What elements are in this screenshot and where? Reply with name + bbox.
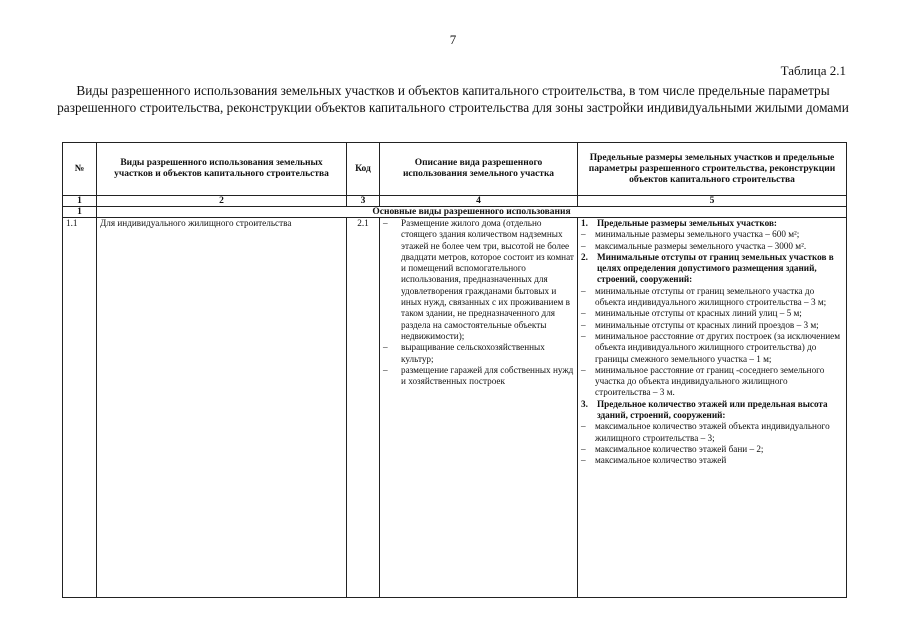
params-item: – максимальные размеры земельного участка – 3000 м². bbox=[581, 241, 843, 252]
params-item: – максимальное количество этажей объекта индивидуального жилищного строительства – 3; bbox=[581, 421, 843, 444]
table-row bbox=[63, 218, 847, 598]
column-number: 5 bbox=[578, 196, 847, 207]
header-row bbox=[63, 143, 847, 196]
header-usage-type: Виды разрешенного использования земельных участков и объектов капитального строительства bbox=[97, 143, 347, 196]
row-code: 2.1 bbox=[347, 218, 380, 598]
params-section-number: 3. bbox=[581, 398, 588, 409]
params-section-heading bbox=[581, 218, 843, 229]
params-item: – максимальное количество этажей bbox=[581, 455, 843, 466]
params-section-heading bbox=[581, 252, 843, 286]
params-item: – минимальное расстояние от границ -соседнего земельного участка до объекта индивидуального жилищного строительства – 3 м. bbox=[581, 365, 843, 399]
params-item: – минимальные отступы от границ земельного участка до объекта индивидуального жилищного строительства – 3 м; bbox=[581, 286, 843, 309]
params-section-title: Минимальные отступы от границ земельных участков в целях определения допустимого размещения зданий, строений, сооружений: bbox=[597, 251, 834, 285]
params-section-title: Предельное количество этажей или предельная высота зданий, строений, сооружений: bbox=[597, 398, 828, 421]
params-list bbox=[581, 421, 843, 466]
params-section-number: 2. bbox=[581, 251, 588, 262]
page-number: 7 bbox=[449, 32, 457, 47]
description-list bbox=[383, 218, 574, 387]
table-caption: Виды разрешенного использования земельных участков и объектов капитального строительства, в том числе предельные параметры разрешенного строительства, реконструкции объектов капитального строительства для зоны застройки индивидуальными жилыми домами bbox=[57, 83, 849, 115]
params-section-number: 1. bbox=[581, 218, 588, 228]
section-number: 1 bbox=[63, 207, 97, 218]
column-number-row bbox=[63, 196, 847, 207]
table-label: Таблица 2.1 bbox=[780, 63, 846, 78]
params-item: – минимальные отступы от красных линий улиц – 5 м; bbox=[581, 308, 843, 319]
row-number: 1.1 bbox=[63, 218, 97, 598]
section-title: Основные виды разрешенного использования bbox=[97, 207, 847, 218]
params-list bbox=[581, 286, 843, 399]
params-section-heading bbox=[581, 399, 843, 422]
header-code: Код bbox=[347, 143, 380, 196]
description-item: – Размещение жилого дома (отдельно стоящего здания количеством надземных этажей не более чем три, высотой не более двадцати метров, которое состоит из комнат и помещений вспомогательного использования, предназначенных для удовлетворения гражданами бытовых и иных нужд, связанных с их проживанием в таком здании, не предназначенного для раздела на самостоятельные объекты недвижимости); bbox=[383, 218, 574, 342]
zoning-table bbox=[62, 142, 847, 598]
header-parameters: Предельные размеры земельных участков и предельные параметры разрешенного строительства, реконструкции объектов капитального строительства bbox=[578, 143, 847, 196]
row-parameters bbox=[578, 218, 847, 598]
column-number: 4 bbox=[380, 196, 578, 207]
params-item: – минимальные отступы от красных линий проездов – 3 м; bbox=[581, 320, 843, 331]
row-usage-type: Для индивидуального жилищного строительства bbox=[97, 218, 347, 598]
params-section-title: Предельные размеры земельных участков: bbox=[597, 218, 777, 228]
header-number: № bbox=[63, 143, 97, 196]
section-row bbox=[63, 207, 847, 218]
column-number: 1 bbox=[63, 196, 97, 207]
column-number: 3 bbox=[347, 196, 380, 207]
params-item: – минимальные размеры земельного участка – 600 м²; bbox=[581, 229, 843, 240]
column-number: 2 bbox=[97, 196, 347, 207]
params-item: – минимальное расстояние от других построек (за исключением объекта индивидуального жилищного строительства) до границы смежного земельного участка – 1 м; bbox=[581, 331, 843, 365]
description-item: – выращивание сельскохозяйственных культур; bbox=[383, 342, 574, 365]
params-list bbox=[581, 229, 843, 252]
params-item: – максимальное количество этажей бани – 2; bbox=[581, 444, 843, 455]
header-description: Описание вида разрешенного использования земельного участка bbox=[380, 143, 578, 196]
description-item: – размещение гаражей для собственных нужд и хозяйственных построек bbox=[383, 365, 574, 388]
row-description bbox=[380, 218, 578, 598]
